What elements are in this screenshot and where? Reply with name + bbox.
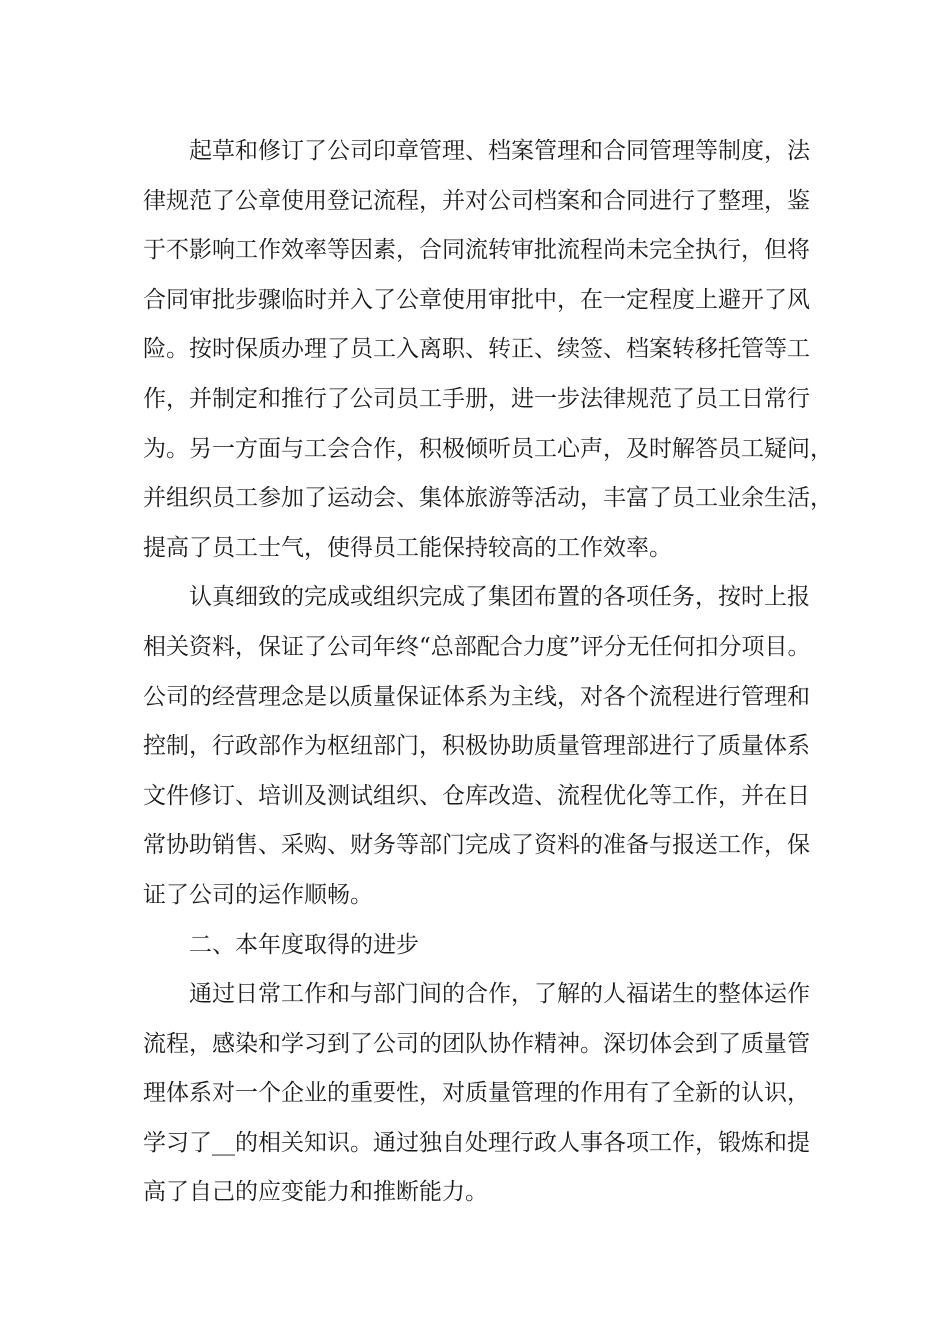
text-line: 提高了员工士气，使得员工能保持较高的工作效率。	[143, 534, 672, 561]
text-line: 律规范了公章使用登记流程，并对公司档案和合同进行了整理，鉴	[143, 187, 810, 214]
section-heading-text: 二、本年度取得的进步	[189, 931, 419, 958]
text-line: 控制，行政部作为枢纽部门，积极协助质量管理部进行了质量体系	[143, 733, 810, 760]
text-line: 文件修订、培训及测试组织、仓库改造、流程优化等工作，并在日	[143, 782, 810, 809]
text-line: 起草和修订了公司印章管理、档案管理和合同管理等制度，法	[189, 138, 810, 164]
paragraph-progress	[143, 970, 810, 1218]
paragraph-group-tasks	[143, 573, 811, 920]
text-line: 并组织员工参加了运动会、集体旅游等活动，丰富了员工业余生活，	[143, 485, 833, 512]
section-heading	[143, 921, 805, 971]
text-line: 为。另一方面与工会合作，积极倾听员工心声，及时解答员工疑问，	[143, 435, 833, 462]
text-line: 相关资料，保证了公司年终“总部配合力度”评分无任何扣分项目。	[143, 633, 811, 660]
text-line: 理体系对一个企业的重要性，对质量管理的作用有了全新的认识，	[143, 1080, 810, 1107]
text-line: 认真细致的完成或组织完成了集团布置的各项任务，按时上报	[189, 584, 810, 611]
text-line: 险。按时保质办理了员工入离职、转正、续签、档案转移托管等工	[143, 336, 810, 363]
text-line: 流程，感染和学习到了公司的团队协作精神。深切体会到了质量管	[143, 1030, 810, 1057]
text-line: 高了自己的应变能力和推断能力。	[143, 1179, 488, 1206]
text-line: 合同审批步骤临时并入了公章使用审批中，在一定程度上避开了风	[143, 286, 810, 313]
text-line: 学习了__的相关知识。通过独自处理行政人事各项工作，锻炼和提	[143, 1129, 810, 1156]
text-line: 公司的经营理念是以质量保证体系为主线，对各个流程进行管理和	[143, 683, 810, 710]
paragraph-seal-archive-contract	[143, 127, 833, 573]
text-line: 通过日常工作和与部门间的合作，了解的人福诺生的整体运作	[189, 981, 810, 1008]
text-line: 常协助销售、采购、财务等部门完成了资料的准备与报送工作，保	[143, 832, 810, 859]
document-body	[143, 127, 833, 1218]
text-line: 证了公司的运作顺畅。	[143, 881, 373, 908]
text-line: 作，并制定和推行了公司员工手册，进一步法律规范了员工日常行	[143, 385, 810, 412]
text-line: 于不影响工作效率等因素，合同流转审批流程尚未完全执行，但将	[143, 237, 810, 264]
